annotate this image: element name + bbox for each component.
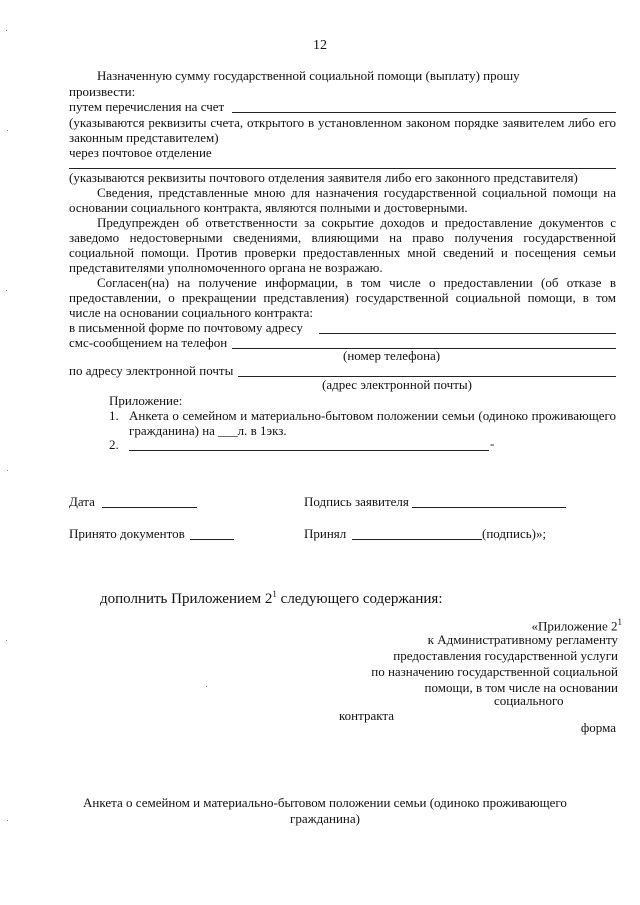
appendix-header-line3: предоставления государственной услуги	[393, 648, 618, 663]
applicant-signature-blank-line[interactable]	[412, 507, 566, 508]
appendix-header-line2: к Административному регламенту	[427, 632, 618, 647]
attachment-item1-line2: гражданина) на ___л. в 1экз.	[129, 423, 287, 438]
scan-speck	[7, 130, 8, 131]
appendix-header-line1: «Приложение $2^1$	[531, 617, 622, 634]
account-note-line1: (указываются реквизиты счета, открытого в установленном законом порядке заявителем либо его	[69, 115, 616, 130]
appendix-header-line4: по назначению государственной социальной	[371, 664, 618, 679]
warn-line1: Предупрежден об ответственности за сокрытие доходов и предоставление документов с	[97, 215, 616, 230]
account-blank-line[interactable]	[232, 112, 616, 113]
page-number: 12	[313, 38, 327, 53]
appendix-header-line6: социального	[494, 693, 564, 708]
scan-speck	[206, 686, 207, 687]
docs-received-label: Принято документов	[69, 526, 185, 541]
accepted-label: Принял	[304, 526, 347, 541]
scan-speck	[6, 290, 7, 291]
accepted-blank-line[interactable]	[352, 539, 482, 540]
attachment-item2-blank-line[interactable]	[129, 450, 489, 451]
date-blank-line[interactable]	[102, 507, 197, 508]
mail-label: в письменной форме по почтовому адресу	[69, 320, 303, 335]
appendix-header-line7: контракта	[339, 708, 394, 723]
warn-line2: заведомо недостоверными сведениями, влияющими на право получения государственной	[69, 230, 616, 245]
scan-speck	[7, 470, 8, 471]
warn-line4: представителями уполномоченного органа не возражаю.	[69, 260, 383, 275]
scan-speck	[7, 820, 8, 821]
attachment-item1-line1: Анкета о семейном и материально-бытовом положении семьи (одиноко проживающего	[129, 408, 616, 423]
payment-request-line2: произвести:	[69, 84, 136, 99]
consent-line2: предоставлении, о прекращении представления) государственной социальной помощи, в том	[69, 290, 616, 305]
docs-received-blank-line[interactable]	[190, 539, 234, 540]
consent-line3: числе на основании социального контракта:	[69, 305, 313, 320]
questionnaire-title-line1: Анкета о семейном и материально-бытовом положении семьи (одиноко проживающего	[83, 795, 567, 810]
postal-label: через почтовое отделение	[69, 145, 212, 160]
info-line2: основании социального контракта, являются полными и достоверными.	[69, 200, 468, 215]
email-label: по адресу электронной почты	[69, 363, 234, 378]
payment-request-line1: Назначенную сумму государственной социальной помощи (выплату) прошу	[97, 68, 520, 83]
appendix-header-line5: помощи, в том числе на основании	[424, 680, 618, 695]
mail-blank-line[interactable]	[319, 333, 616, 334]
account-note-line2: законным представителем)	[69, 130, 219, 145]
info-line1: Сведения, представленные мною для назначения государственной социальной помощи на	[97, 185, 616, 200]
attachment-heading: Приложение:	[109, 393, 183, 408]
postal-note: (указываются реквизиты почтового отделения заявителя либо его законного представителя)	[69, 170, 578, 185]
attachment-item2-dash: -	[490, 436, 495, 451]
account-label: путем перечисления на счет	[69, 99, 225, 114]
attachment-item2-number: 2.	[109, 437, 119, 452]
applicant-signature-label: Подпись заявителя	[304, 494, 409, 509]
date-label: Дата	[69, 494, 95, 509]
attachment-item1-number: 1.	[109, 408, 119, 423]
form-label: форма	[580, 720, 616, 735]
amendment-sentence: дополнить Приложением $2^1$ следующего содержания:	[100, 589, 443, 607]
consent-line1: Согласен(на) на получение информации, в том числе о предоставлении (об отказе в	[97, 275, 616, 290]
scan-speck	[6, 30, 7, 31]
sms-label: смс-сообщением на телефон	[69, 335, 228, 350]
questionnaire-title-line2: гражданина)	[290, 811, 360, 826]
warn-line3: социальной помощи. Против проверки предоставленных мной сведений и посещения семьи	[69, 245, 616, 260]
postal-blank-line[interactable]	[69, 168, 616, 169]
signature-suffix: (подпись)»;	[482, 526, 547, 541]
scan-speck	[6, 640, 7, 641]
email-caption: (адрес электронной почты)	[322, 377, 472, 392]
phone-caption: (номер телефона)	[343, 348, 441, 363]
